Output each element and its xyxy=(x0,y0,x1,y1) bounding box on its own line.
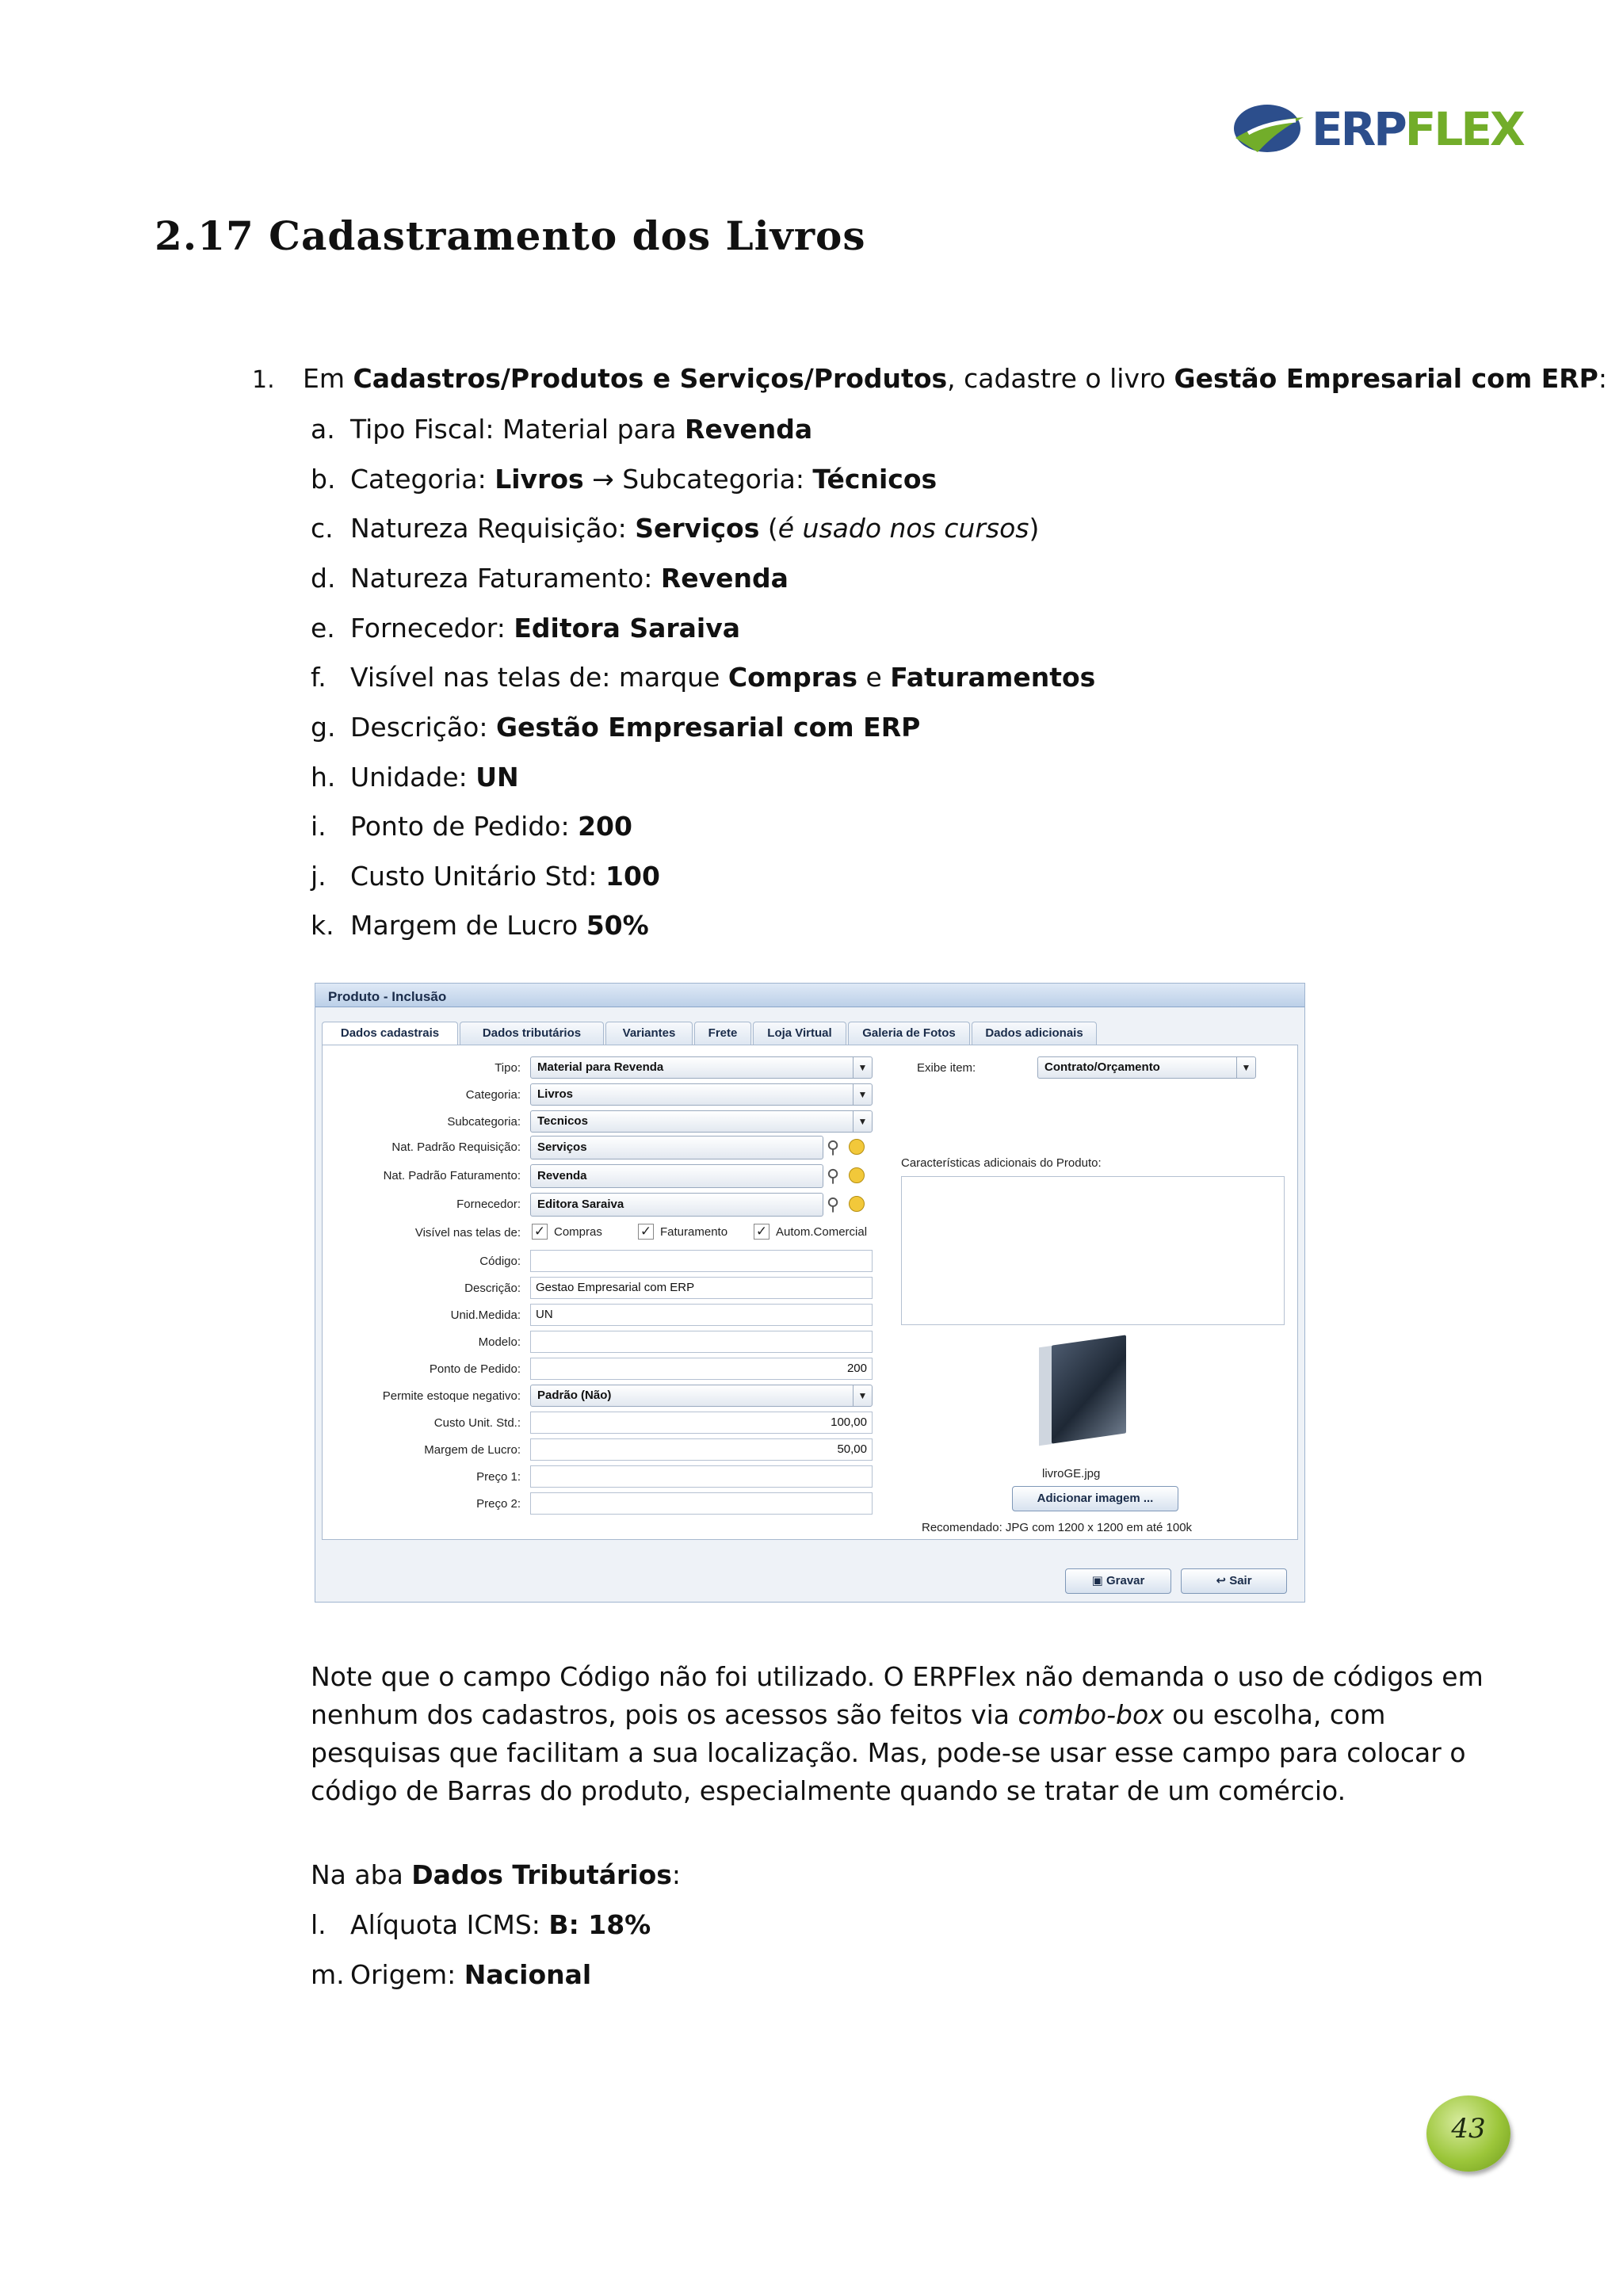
label-fornecedor: Fornecedor: xyxy=(456,1198,521,1211)
label-subcategoria: Subcategoria: xyxy=(447,1115,521,1129)
autom-comercial-label: Autom.Comercial xyxy=(776,1225,868,1239)
save-button[interactable]: ▣ Gravar xyxy=(1065,1568,1171,1594)
section-title: 2.17 Cadastramento dos Livros xyxy=(155,212,866,259)
preco1-input[interactable] xyxy=(530,1465,873,1488)
list-item: b. Categoria: Livros → Subcategoria: Técnicos xyxy=(311,464,938,495)
fornecedor-actions xyxy=(823,1193,871,1217)
custo-input[interactable]: 100,00 xyxy=(530,1412,873,1434)
search-icon[interactable]: ⚲ xyxy=(827,1137,840,1157)
search-icon[interactable]: ⚲ xyxy=(827,1166,840,1186)
margem-input[interactable]: 50,00 xyxy=(530,1438,873,1461)
add-image-button[interactable]: Adicionar imagem ... xyxy=(1012,1486,1178,1511)
list-item: a. Tipo Fiscal: Material para Revenda xyxy=(311,414,813,445)
tab-variantes[interactable]: Variantes xyxy=(605,1022,693,1045)
faturamento-checkbox[interactable]: ✓ xyxy=(638,1224,654,1240)
footer-bar xyxy=(315,1546,1304,1602)
lightbulb-icon[interactable] xyxy=(849,1139,865,1155)
logo-wordmark: ERPFLEX xyxy=(1312,102,1523,156)
list-item: m. Origem: Nacional xyxy=(311,1959,592,1990)
product-form-screenshot xyxy=(315,983,1305,1603)
nat-req-lookup[interactable]: Serviços xyxy=(530,1136,823,1159)
list-number: 1. xyxy=(252,366,275,394)
categoria-select[interactable]: Livros ▼ xyxy=(530,1083,873,1106)
search-icon[interactable]: ⚲ xyxy=(827,1194,840,1214)
label-unid: Unid.Medida: xyxy=(450,1308,521,1322)
label-categoria: Categoria: xyxy=(465,1088,521,1102)
chevron-down-icon: ▼ xyxy=(853,1385,872,1406)
chevron-down-icon: ▼ xyxy=(853,1084,872,1105)
tributarios-intro: Na aba Dados Tributários: xyxy=(311,1859,682,1890)
exit-arrow-icon: ↩ xyxy=(1216,1574,1230,1587)
tab-dados-tributarios[interactable]: Dados tributários xyxy=(460,1022,604,1045)
ponto-pedido-input[interactable]: 200 xyxy=(530,1358,873,1380)
subcategoria-select[interactable]: Tecnicos ▼ xyxy=(530,1110,873,1133)
nat-req-actions xyxy=(823,1136,871,1159)
window-title: Produto - Inclusão xyxy=(328,989,447,1004)
label-nat-req: Nat. Padrão Requisição: xyxy=(391,1140,521,1154)
note-paragraph: Note que o campo Código não foi utilizado. O ERPFlex não demanda o uso de códigos em nenhum dos cadastros, pois os acessos são feitos via combo-box ou escolha, com pesquisas que facilitam a sua localização. Mas, pode-se usar esse campo para colocar o código de Barras do produto, especialmente quando se tratar de um comércio. xyxy=(311,1661,1484,1806)
list-item: d. Natureza Faturamento: Revenda xyxy=(311,563,789,594)
estoque-select[interactable]: Padrão (Não) ▼ xyxy=(530,1385,873,1407)
list-item: l. Alíquota ICMS: B: 18% xyxy=(311,1909,651,1940)
label-custo: Custo Unit. Std.: xyxy=(433,1416,521,1430)
tab-loja-virtual[interactable]: Loja Virtual xyxy=(753,1022,846,1045)
nat-fat-actions xyxy=(823,1164,871,1188)
label-tipo: Tipo: xyxy=(495,1061,521,1075)
autom-comercial-checkbox[interactable]: ✓ xyxy=(754,1224,769,1240)
list-intro: Em Cadastros/Produtos e Serviços/Produtos, cadastre o livro Gestão Empresarial com ERP: xyxy=(303,363,1607,394)
descricao-input[interactable]: Gestao Empresarial com ERP xyxy=(530,1277,873,1299)
unid-input[interactable]: UN xyxy=(530,1304,873,1326)
label-modelo: Modelo: xyxy=(478,1335,521,1349)
list-item: c. Natureza Requisição: Serviços (é usado nos cursos) xyxy=(311,513,1040,544)
label-estoque: Permite estoque negativo: xyxy=(382,1389,521,1403)
lightbulb-icon[interactable] xyxy=(849,1167,865,1183)
list-item: f. Visível nas telas de: marque Compras e Faturamentos xyxy=(311,662,1096,693)
preco2-input[interactable] xyxy=(530,1492,873,1515)
label-ponto: Ponto de Pedido: xyxy=(429,1362,521,1376)
list-item: j. Custo Unitário Std: 100 xyxy=(311,861,660,892)
list-item: i. Ponto de Pedido: 200 xyxy=(311,811,632,842)
page-number: 43 xyxy=(1451,2113,1486,2145)
nat-fat-lookup[interactable]: Revenda xyxy=(530,1164,823,1188)
fornecedor-lookup[interactable]: Editora Saraiva xyxy=(530,1193,823,1217)
lightbulb-icon[interactable] xyxy=(849,1196,865,1212)
tab-galeria-fotos[interactable]: Galeria de Fotos xyxy=(848,1022,970,1045)
label-nat-fat: Nat. Padrão Faturamento: xyxy=(383,1169,521,1182)
chevron-down-icon: ▼ xyxy=(853,1057,872,1078)
list-item: e. Fornecedor: Editora Saraiva xyxy=(311,613,741,644)
window-titlebar xyxy=(315,984,1304,1007)
tab-dados-adicionais[interactable]: Dados adicionais xyxy=(972,1022,1097,1045)
compras-checkbox[interactable]: ✓ xyxy=(532,1224,548,1240)
logo-swoosh-icon xyxy=(1232,101,1305,155)
exibe-select[interactable]: Contrato/Orçamento ▼ xyxy=(1037,1056,1256,1079)
label-visivel: Visível nas telas de: xyxy=(414,1226,521,1240)
caracteristicas-textarea[interactable] xyxy=(901,1176,1285,1325)
label-preco1: Preço 1: xyxy=(476,1470,521,1484)
list-item: h. Unidade: UN xyxy=(311,762,519,793)
label-codigo: Código: xyxy=(479,1255,521,1268)
exit-button[interactable]: ↩ Sair xyxy=(1181,1568,1287,1594)
faturamento-label: Faturamento xyxy=(660,1225,728,1239)
tipo-select[interactable]: Material para Revenda ▼ xyxy=(530,1056,873,1079)
erpflex-logo xyxy=(1232,101,1523,157)
chevron-down-icon: ▼ xyxy=(1236,1057,1255,1078)
label-margem: Margem de Lucro: xyxy=(424,1443,521,1457)
tab-frete[interactable]: Frete xyxy=(694,1022,751,1045)
compras-label: Compras xyxy=(554,1225,602,1239)
page-number-badge xyxy=(1426,2095,1510,2172)
modelo-input[interactable] xyxy=(530,1331,873,1353)
chevron-down-icon: ▼ xyxy=(853,1111,872,1132)
form-panel: Tipo: Categoria: Subcategoria: Nat. Padrão Requisição: Nat. Padrão Faturamento: Fornecedor: Visível nas telas de: Código: Descrição: Unid.Medida: Modelo: Ponto de Pedido: Permite estoque negativo: Custo Unit. Std.: Margem de Lucro: Preço 1: Preço 2: Material para Revenda ▼ Livros ▼ Tecnicos ▼ Serviços ⚲ Revenda ⚲ Editora Saraiva ⚲ ✓ Compras ✓ Faturamento ✓ Autom.Comercial Gestao Empresarial com ERP UN 200 Padrão (Não) ▼ 100,00 50,00 Exibe item: Contrato/Orçamento ▼ Características adicionais do Produto: livroGE.jpg Adicionar imagem ... Recomendado: JPG com 1200 x 1200 em até 100k xyxy=(322,1045,1298,1540)
save-icon: ▣ xyxy=(1091,1574,1106,1587)
tab-dados-cadastrais[interactable]: Dados cadastrais xyxy=(322,1022,458,1047)
list-item: g. Descrição: Gestão Empresarial com ERP xyxy=(311,712,921,743)
label-descricao: Descrição: xyxy=(464,1282,521,1295)
codigo-input[interactable] xyxy=(530,1250,873,1272)
list-item: k. Margem de Lucro 50% xyxy=(311,910,649,941)
label-preco2: Preço 2: xyxy=(476,1497,521,1511)
product-image xyxy=(1052,1335,1126,1443)
